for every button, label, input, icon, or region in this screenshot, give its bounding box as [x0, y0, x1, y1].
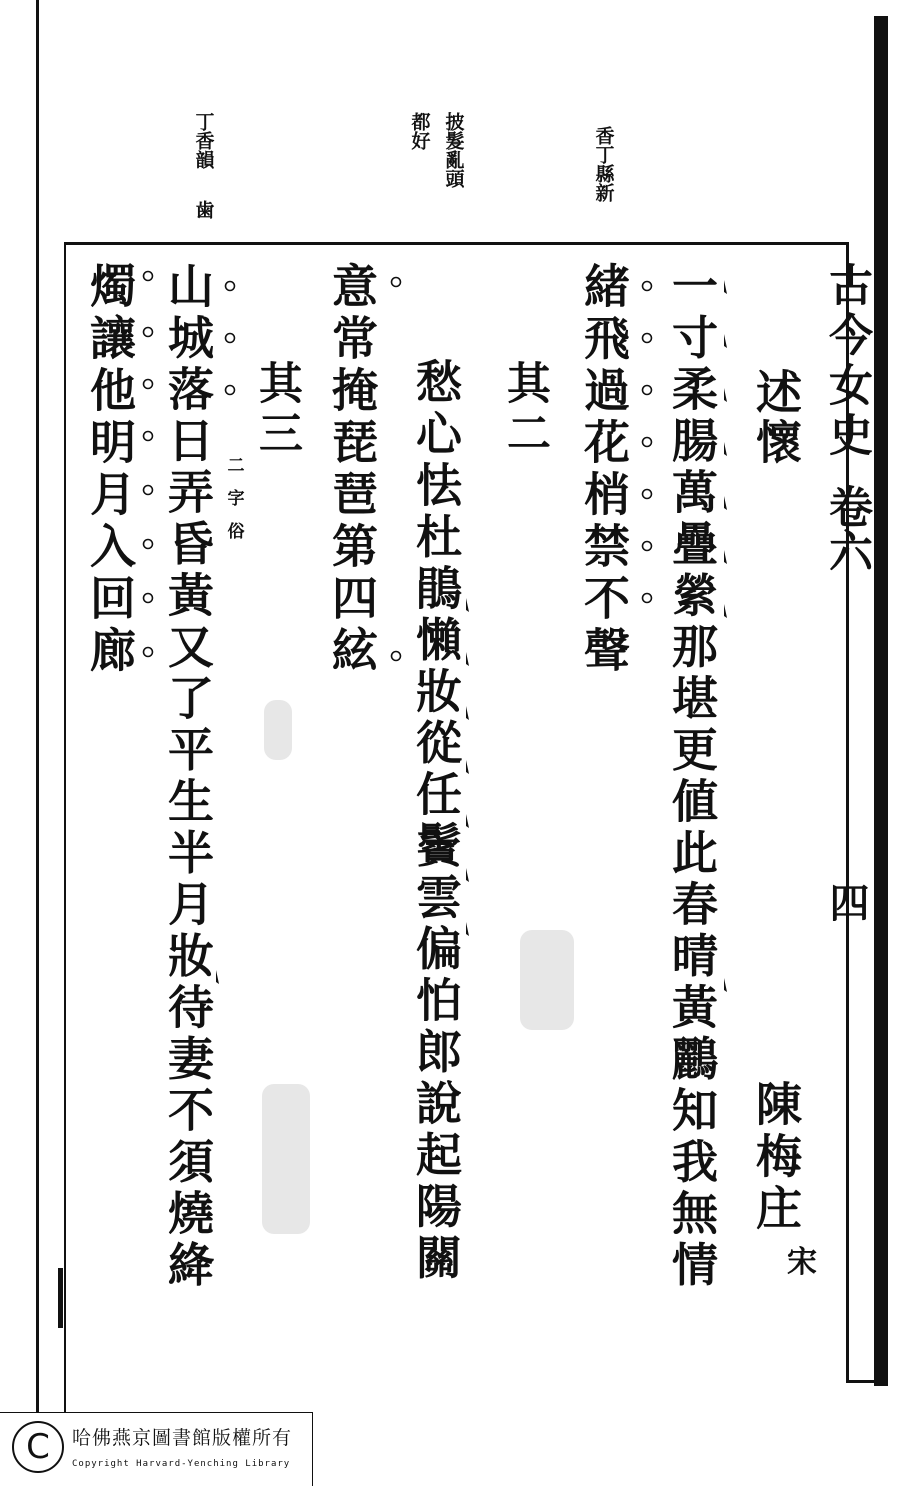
copyright-box: [0, 1412, 313, 1486]
poem-column-6: 其三: [251, 360, 302, 460]
poem-column-1: 一寸柔腸萬疊縈那堪更値此春晴黃鸝知我無情: [665, 262, 719, 1292]
marginal-note-2b: 都好: [408, 112, 431, 150]
copyright-chinese: 哈佛燕京圖書館版權所有: [72, 1427, 293, 1449]
poem-column-4: 愁心怯杜鵑懶妝從任鬢雲偏怕郎說起陽關: [409, 358, 463, 1285]
marginal-note-2: 披髮亂頭: [442, 112, 465, 188]
poem-column-8: 燭讓他明月入回廊: [83, 262, 137, 678]
scan-smudge-2: [262, 1084, 310, 1234]
header-volume: 卷六: [821, 484, 872, 572]
poem-column-5: 意常掩琵琶第四絃: [325, 262, 379, 678]
marginal-note-1: 香丁縣新: [592, 126, 615, 202]
marginal-note-3b: 歯: [192, 200, 215, 219]
poem-column-2: 緒飛過花梢禁不聲: [577, 262, 631, 678]
copyright-english: Copyright Harvard-Yenching Library: [72, 1459, 291, 1469]
poem-column-3: 其二: [499, 360, 550, 460]
marginal-note-3: 丁香韻: [192, 112, 215, 169]
scan-smudge-1: [520, 930, 574, 1030]
poem-author: 陳梅庄: [749, 1080, 803, 1236]
copyright-icon: C: [12, 1421, 64, 1473]
poem-title: 述懷: [749, 368, 803, 468]
poem-column-6-note: 二字俗: [223, 456, 244, 555]
poem-column-7: 山城落日弄昏黃又了平生半月妝待妻不須燒絳: [161, 262, 215, 1292]
poem-dynasty: 宋: [787, 1245, 817, 1280]
header-leaf: 四: [823, 882, 870, 922]
scan-smudge-3: [264, 700, 292, 760]
left-margin-mark: [58, 1268, 63, 1328]
header-title-text: 古今女史: [821, 262, 872, 462]
